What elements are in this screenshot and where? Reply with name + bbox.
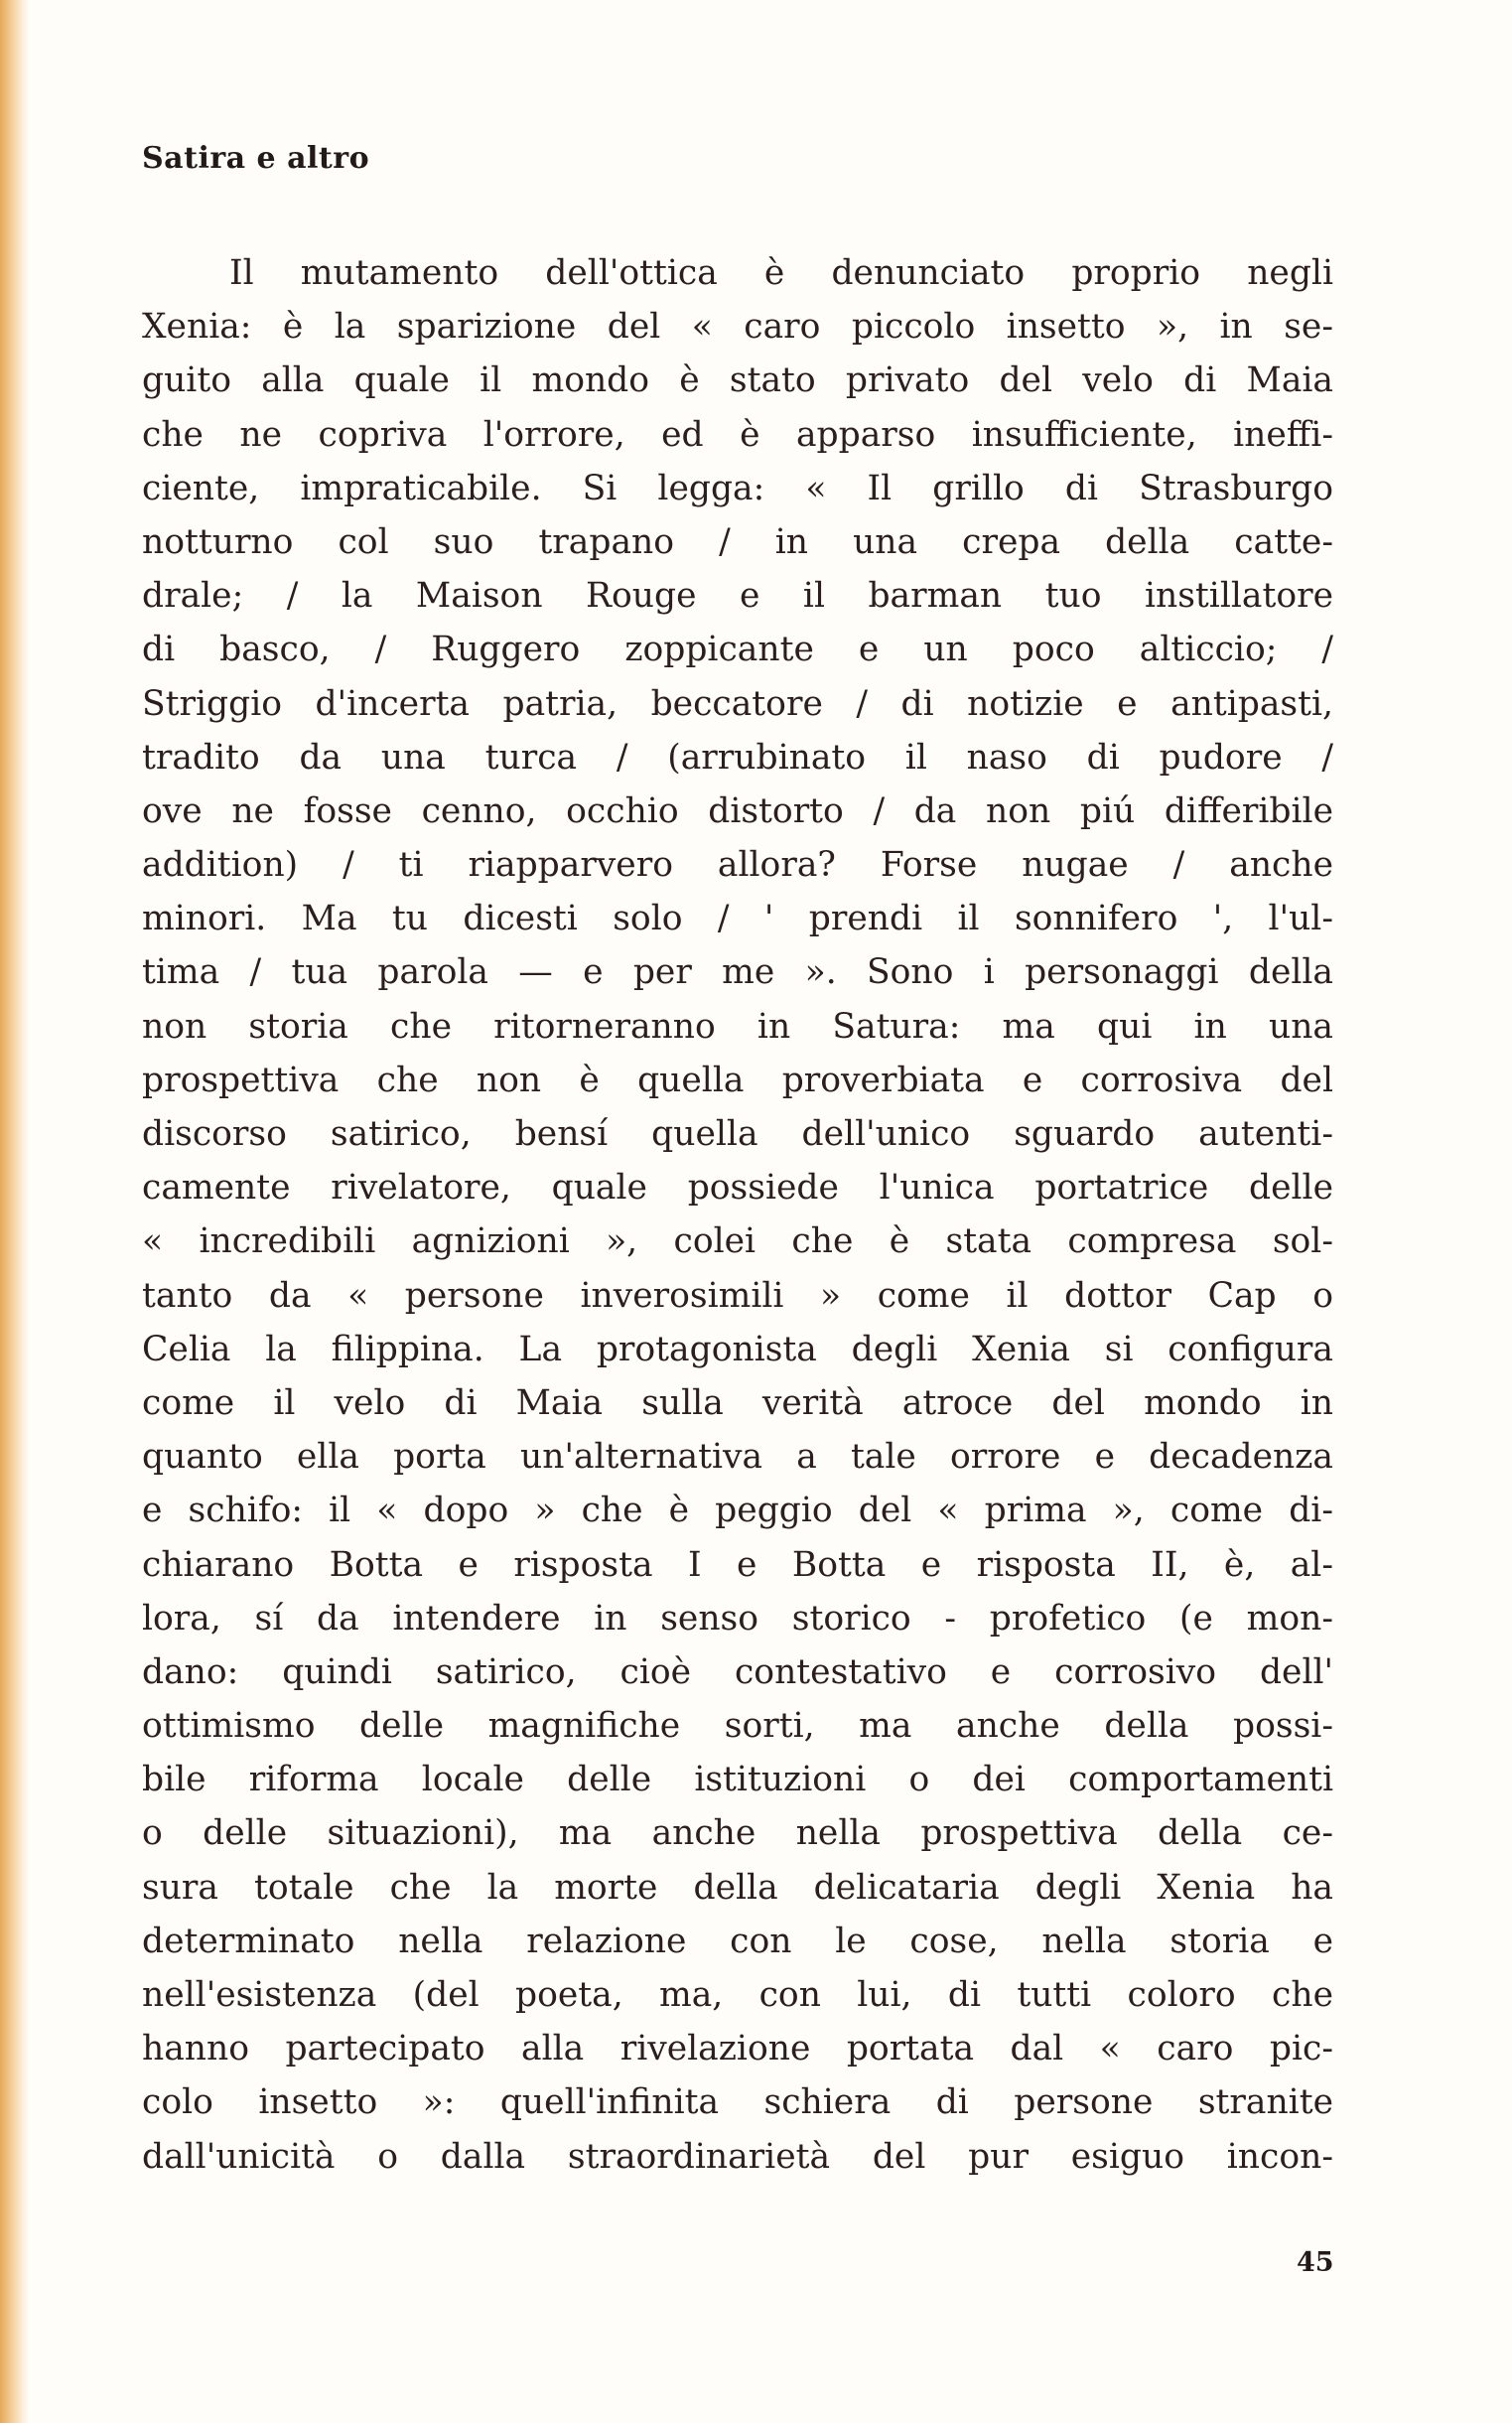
text-line: quanto ella porta un'alternativa a tale orrore e decadenza [142, 1437, 1333, 1478]
page-number: 45 [1297, 2247, 1334, 2278]
text-line: determinato nella relazione con le cose, nella storia e [142, 1921, 1333, 1961]
text-line: di basco, / Ruggero zoppicante e un poco alticcio; / [142, 630, 1333, 670]
text-line: ottimismo delle magnifiche sorti, ma anche della possi- [142, 1706, 1333, 1747]
text-line: non storia che ritorneranno in Satura: ma qui in una [142, 1006, 1333, 1047]
body-paragraph [142, 246, 1333, 2184]
text-line: dall'unicità o dalla straordinarietà del pur esiguo incon- [142, 2136, 1333, 2177]
text-line: bile riforma locale delle istituzioni o dei comportamenti [142, 1760, 1333, 1800]
text-line: drale; / la Maison Rouge e il barman tuo instillatore [142, 576, 1333, 617]
page-spine-edge [0, 0, 30, 2423]
text-line: e schifo: il « dopo » che è peggio del « prima », come di- [142, 1491, 1333, 1531]
text-line: hanno partecipato alla rivelazione portata dal « caro pic- [142, 2029, 1333, 2069]
text-line: camente rivelatore, quale possiede l'unica portatrice delle [142, 1168, 1333, 1209]
text-line: prospettiva che non è quella proverbiata e corrosiva del [142, 1060, 1333, 1100]
running-head: Satira e altro [142, 141, 370, 176]
text-line: minori. Ma tu dicesti solo / ' prendi il sonnifero ', l'ul- [142, 899, 1333, 939]
text-line: Striggio d'incerta patria, beccatore / di notizie e antipasti, [142, 683, 1333, 724]
text-line: tradito da una turca / (arrubinato il naso di pudore / [142, 737, 1333, 778]
text-line: nell'esistenza (del poeta, ma, con lui, di tutti coloro che [142, 1975, 1333, 2015]
text-line: Xenia: è la sparizione del « caro piccolo insetto », in se- [142, 307, 1333, 348]
text-line: tima / tua parola — e per me ». Sono i personaggi della [142, 952, 1333, 993]
text-line: che ne copriva l'orrore, ed è apparso insufficiente, ineffi- [142, 414, 1333, 455]
text-line: chiarano Botta e risposta I e Botta e risposta II, è, al- [142, 1544, 1333, 1585]
text-line: colo insetto »: quell'infinita schiera di persone stranite [142, 2082, 1333, 2123]
text-line: discorso satirico, bensí quella dell'unico sguardo autenti- [142, 1114, 1333, 1154]
text-line: Il mutamento dell'ottica è denunciato proprio negli [229, 253, 1333, 293]
text-line: sura totale che la morte della delicataria degli Xenia ha [142, 1867, 1333, 1908]
text-line: guito alla quale il mondo è stato privato del velo di Maia [142, 360, 1333, 401]
text-line: ove ne fosse cenno, occhio distorto / da non piú differibile [142, 790, 1333, 831]
text-line: come il velo di Maia sulla verità atroce del mondo in [142, 1382, 1333, 1423]
text-line: « incredibili agnizioni », colei che è stata compresa sol- [142, 1221, 1333, 1262]
text-line: dano: quindi satirico, cioè contestativo e corrosivo dell' [142, 1651, 1333, 1692]
text-line: tanto da « persone inverosimili » come il dottor Cap o [142, 1275, 1333, 1316]
text-line: ciente, impraticabile. Si legga: « Il grillo di Strasburgo [142, 468, 1333, 508]
text-line: addition) / ti riapparvero allora? Forse nugae / anche [142, 845, 1333, 886]
text-line: Celia la filippina. La protagonista degli Xenia si configura [142, 1329, 1333, 1369]
text-line: notturno col suo trapano / in una crepa della catte- [142, 521, 1333, 562]
text-line: lora, sí da intendere in senso storico - profetico (e mon- [142, 1598, 1333, 1639]
text-line: o delle situazioni), ma anche nella prospettiva della ce- [142, 1813, 1333, 1854]
